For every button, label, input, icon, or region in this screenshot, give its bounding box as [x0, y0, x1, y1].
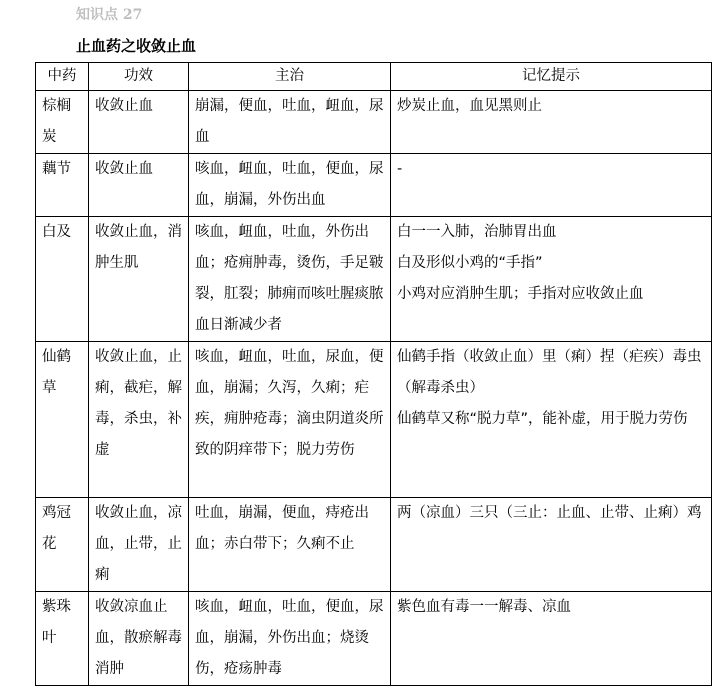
- table-row: [36, 498, 712, 592]
- table-row: [36, 154, 712, 217]
- memory-line: 小鸡对应消肿生肌；手指对应收敛止血: [397, 286, 644, 302]
- column-header-herb: 中药: [36, 63, 89, 91]
- section-title: 止血药之收敛止血: [76, 37, 197, 55]
- effect-cell: 收敛止血，止痢，截疟，解毒，杀虫，补虚: [89, 342, 189, 498]
- memory-cell: [391, 592, 712, 686]
- memory-line: 仙鹤草又称“脱力草”，能补虚，用于脱力劳伤: [397, 411, 688, 427]
- memory-line: -: [397, 161, 403, 177]
- knowledge-point-label: 知识点 27: [76, 7, 143, 23]
- table-row: [36, 592, 712, 686]
- effect-cell: 收敛止血，消肿生肌: [89, 217, 189, 342]
- memory-cell: [391, 91, 712, 154]
- herb-name-cell: 紫珠叶: [36, 592, 89, 686]
- memory-cell: [391, 217, 712, 342]
- indications-cell: 吐血，崩漏，便血，痔疮出血；赤白带下；久痢不止: [189, 498, 391, 592]
- effect-cell: 收敛凉血止血，散瘀解毒消肿: [89, 592, 189, 686]
- column-header-indications: 主治: [189, 63, 391, 91]
- memory-line: 紫色血有毒一一解毒、凉血: [397, 599, 571, 615]
- herb-name-cell: 鸡冠花: [36, 498, 89, 592]
- indications-cell: 咳血，衄血，吐血，外伤出血；疮痈肿毒，烫伤，手足皲裂，肛裂；肺痈而咳吐腥痰脓血日渐减少者: [189, 217, 391, 342]
- herb-name-cell: 白及: [36, 217, 89, 342]
- table-row: [36, 342, 712, 498]
- memory-cell: [391, 498, 712, 592]
- table-row: [36, 91, 712, 154]
- column-header-effect: 功效: [89, 63, 189, 91]
- memory-line: 白及形似小鸡的“手指”: [397, 255, 543, 271]
- memory-cell: [391, 154, 712, 217]
- memory-line: 炒炭止血，血见黑则止: [397, 98, 542, 114]
- table-row: [36, 217, 712, 342]
- indications-cell: 咳血，衄血，吐血，尿血，便血，崩漏；久泻，久痢；疟疾，痈肿疮毒；滴虫阴道炎所致的阴痒带下；脱力劳伤: [189, 342, 391, 498]
- memory-cell: [391, 342, 712, 498]
- table-header-row: [36, 63, 712, 91]
- effect-cell: 收敛止血: [89, 91, 189, 154]
- indications-cell: 咳血，衄血，吐血，便血，尿血，崩漏，外伤出血: [189, 154, 391, 217]
- effect-cell: 收敛止血，凉血，止带，止痢: [89, 498, 189, 592]
- memory-line: 两（凉血）三只（三止：止血、止带、止痢）鸡: [397, 505, 702, 521]
- memory-line: 白一一入肺，治肺胃出血: [397, 224, 557, 240]
- herb-name-cell: 仙鹤草: [36, 342, 89, 498]
- effect-cell: 收敛止血: [89, 154, 189, 217]
- herb-name-cell: 棕榈炭: [36, 91, 89, 154]
- memory-line: 仙鹤手指（收敛止血）里（痢）捏（疟疾）毒虫（解毒杀虫）: [397, 349, 702, 396]
- indications-cell: 崩漏，便血，吐血，衄血，尿血: [189, 91, 391, 154]
- herb-table: [35, 62, 712, 686]
- indications-cell: 咳血，衄血，吐血，便血，尿血，崩漏，外伤出血；烧烫伤，疮疡肿毒: [189, 592, 391, 686]
- column-header-memory: 记忆提示: [391, 63, 712, 91]
- herb-name-cell: 藕节: [36, 154, 89, 217]
